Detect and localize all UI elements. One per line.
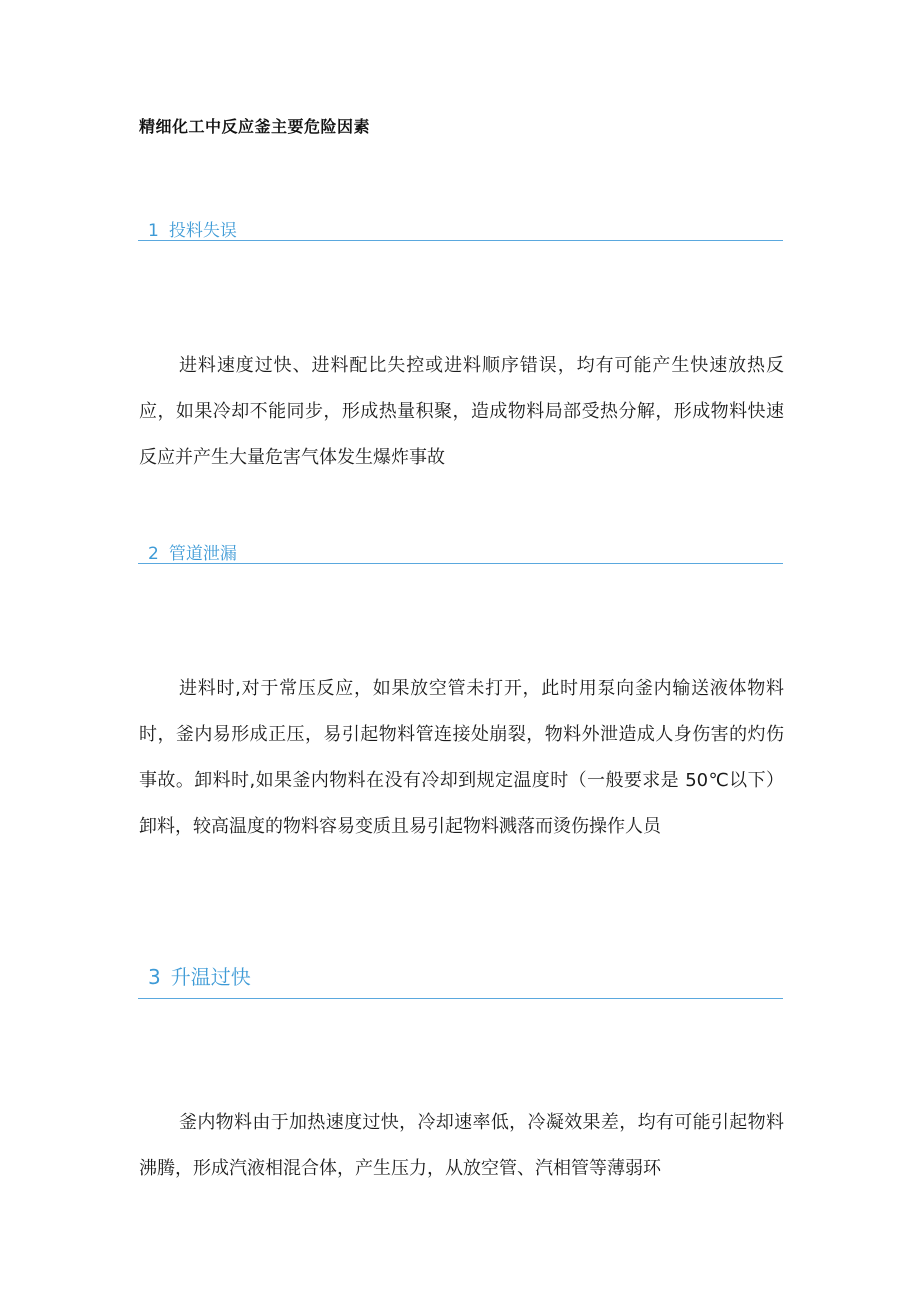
section-heading-2 xyxy=(138,539,783,564)
section-number: 2 xyxy=(148,544,159,564)
section-heading-text: 升温过快 xyxy=(170,965,251,989)
section-heading-1 xyxy=(138,216,783,241)
document-title: 精细化工中反应釜主要危险因素 xyxy=(139,117,371,136)
section-heading-text: 管道泄漏 xyxy=(168,544,237,564)
section-heading-text: 投料失误 xyxy=(168,221,237,241)
section-heading-3 xyxy=(138,961,783,999)
section-body-2: 进料时,对于常压反应，如果放空管未打开，此时用泵向釜内输送液体物料时，釜内易形成正压，易引起物料管连接处崩裂，物料外泄造成人身伤害的灼伤事故。卸料时,如果釜内物料在没有冷却到规定温度时（一般要求是 50℃以下）卸料，较高温度的物料容易变质且易引起物料溅落而烫伤操作人员 xyxy=(139,678,784,837)
section-body-1: 进料速度过快、进料配比失控或进料顺序错误，均有可能产生快速放热反应，如果冷却不能同步，形成热量积聚，造成物料局部受热分解，形成物料快速反应并产生大量危害气体发生爆炸事故 xyxy=(139,355,784,468)
section-number: 3 xyxy=(148,965,161,989)
section-body-3: 釜内物料由于加热速度过快，冷却速率低，冷凝效果差，均有可能引起物料沸腾，形成汽液相混合体，产生压力，从放空管、汽相管等薄弱环 xyxy=(139,1112,784,1179)
section-number: 1 xyxy=(148,221,159,241)
